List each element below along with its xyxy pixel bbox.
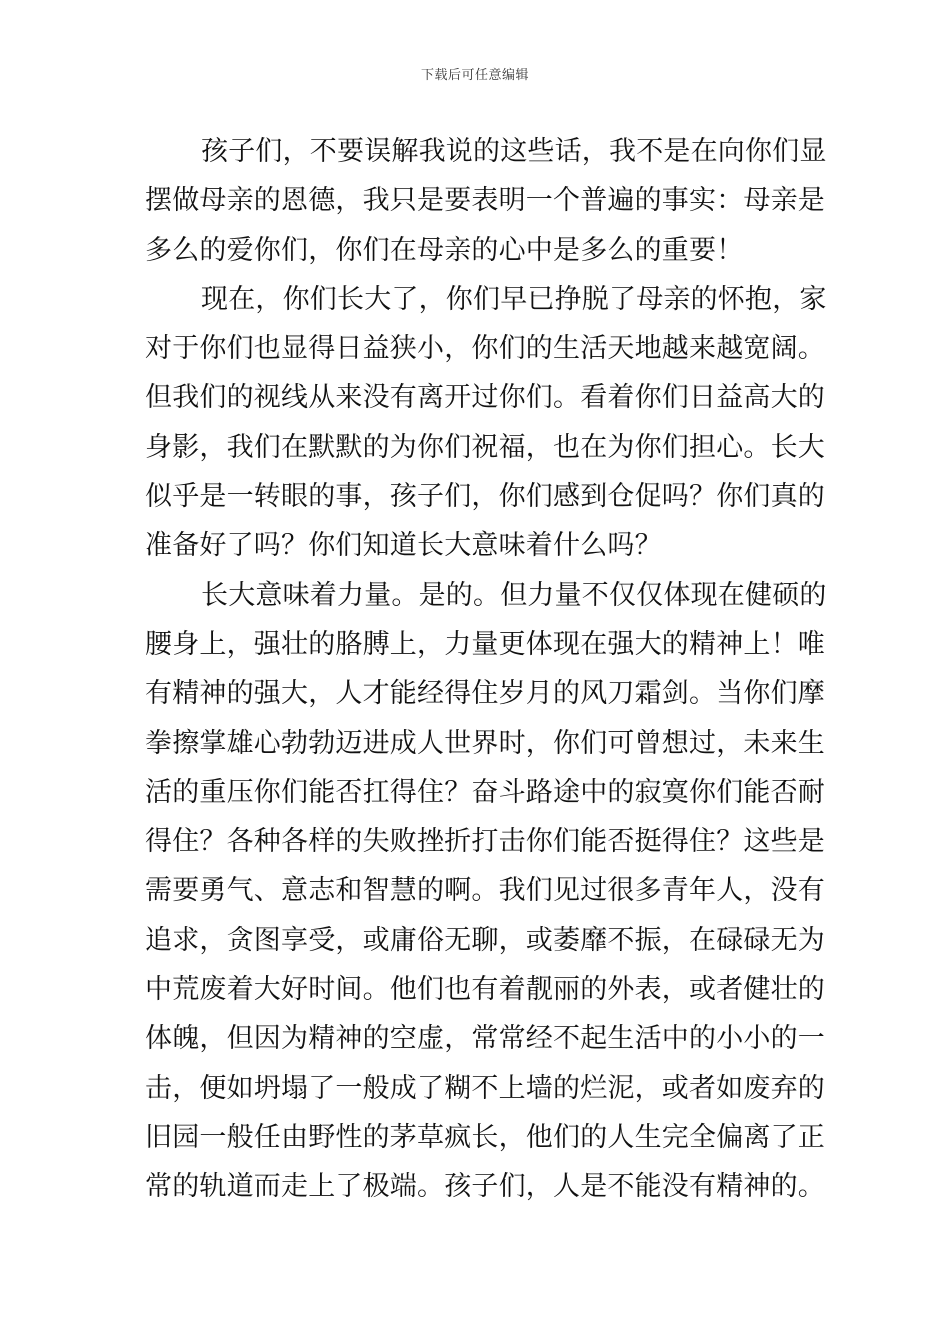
text-line: 体魄，但因为精神的空虚，常常经不起生活中的小小的一 [145,1023,825,1055]
document-body [145,127,827,1212]
text-line: 常的轨道而走上了极端。孩子们，人是不能没有精神的。 [145,1171,825,1203]
text-line: 旧园一般任由野性的茅草疯长，他们的人生完全偏离了正 [145,1121,825,1153]
text-line: 有精神的强大，人才能经得住岁月的风刀霜剑。当你们摩 [145,678,825,710]
page-header: 下载后可任意编辑 [420,68,529,83]
text-line: 摆做母亲的恩德，我只是要表明一个普遍的事实：母亲是 [145,185,825,217]
text-line: 似乎是一转眼的事，孩子们，你们感到仓促吗？你们真的 [145,481,825,513]
text-line: 中荒废着大好时间。他们也有着靓丽的外表，或者健壮的 [145,974,825,1006]
text-line: 活的重压你们能否扛得住？奋斗路途中的寂寞你们能否耐 [145,776,825,808]
paragraph-first-line: 孩子们，不要误解我说的这些话，我不是在向你们显 [201,136,827,167]
text-line: 腰身上，强壮的胳膊上，力量更体现在强大的精神上！唯 [145,628,825,660]
text-line: 身影，我们在默默的为你们祝福，也在为你们担心。长大 [145,431,825,463]
text-line: 需要勇气、意志和智慧的啊。我们见过很多青年人，没有 [145,875,825,907]
text-line: 但我们的视线从来没有离开过你们。看着你们日益高大的 [145,382,825,414]
text-line: 追求，贪图享受，或庸俗无聊，或萎靡不振，在碌碌无为 [145,924,825,956]
text-line: 准备好了吗？你们知道长大意味着什么吗？ [145,530,662,562]
text-line: 得住？各种各样的失败挫折打击你们能否挺得住？这些是 [145,826,825,858]
text-line: 多么的爱你们，你们在母亲的心中是多么的重要！ [145,234,744,266]
text-line: 击，便如坍塌了一般成了糊不上墙的烂泥，或者如废弃的 [145,1072,825,1104]
text-line: 拳擦掌雄心勃勃迈进成人世界时，你们可曾想过，未来生 [145,727,825,759]
text-line: 对于你们也显得日益狭小，你们的生活天地越来越宽阔。 [145,333,825,365]
paragraph-first-line: 现在，你们长大了，你们早已挣脱了母亲的怀抱，家 [201,283,827,315]
paragraph-first-line: 长大意味着力量。是的。但力量不仅仅体现在健硕的 [201,579,827,611]
